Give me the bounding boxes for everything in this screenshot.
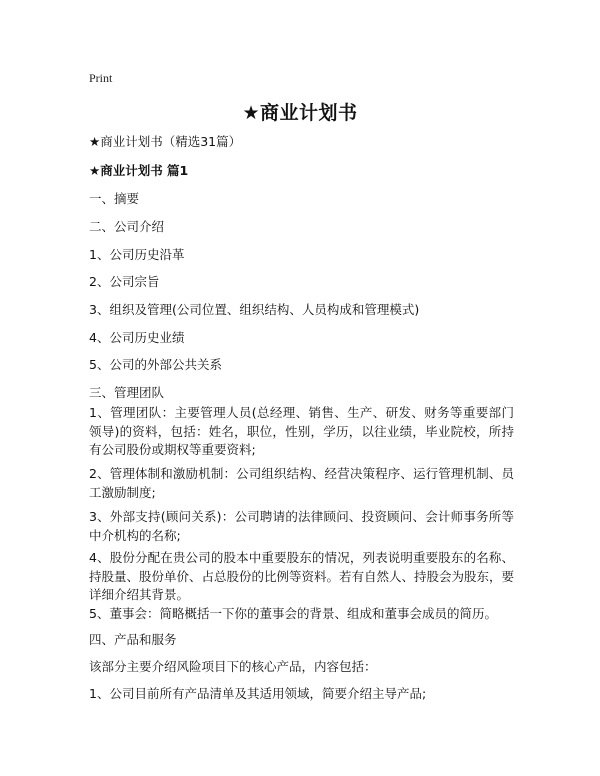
heading-summary: 一、摘要 xyxy=(89,191,140,206)
item-organization: 3、组织及管理(公司位置、组织结构、人员构成和管理模式) xyxy=(89,302,420,317)
products-intro: 该部分主要介绍风险项目下的核心产品，内容包括： xyxy=(89,659,377,674)
item-public-relations: 5、公司的外部公共关系 xyxy=(89,357,222,372)
paragraph-board: 5、董事会：简略概括一下你的董事会的背景、组成和董事会成员的简历。 xyxy=(89,606,497,621)
print-link[interactable]: Print xyxy=(89,71,113,85)
document-title: ★商业计划书 xyxy=(242,102,358,124)
paragraph-management-system: 2、管理体制和激励机制：公司组织结构、经营决策程序、运行管理机制、员工激励制度; xyxy=(89,466,514,500)
paragraph-external-support: 3、外部支持(顾问关系)：公司聘请的法律顾问、投资顾问、会计师事务所等中介机构的名称; xyxy=(89,509,514,543)
item-product-list: 1、公司目前所有产品清单及其适用领域，简要介绍主导产品; xyxy=(89,686,427,701)
paragraph-management-team: 1、管理团队：主要管理人员(总经理、销售、生产、研发、财务等重要部门领导)的资料，包括：姓名，职位，性别，学历，以往业绩，毕业院校，所持有公司股份或期权等重要资料; xyxy=(89,405,514,457)
heading-management-team: 三、管理团队 xyxy=(89,385,165,400)
heading-products-services: 四、产品和服务 xyxy=(89,632,177,647)
heading-company-intro: 二、公司介绍 xyxy=(89,219,165,234)
item-historical-performance: 4、公司历史业绩 xyxy=(89,330,185,345)
section-heading: ★商业计划书 篇1 xyxy=(89,163,189,178)
paragraph-share-distribution: 4、股份分配在贵公司的股本中重要股东的情况，列表说明重要股东的名称、持股量、股份单价、占总股份的比例等资料。若有自然人、持股会为股东，要详细介绍其背景。 xyxy=(89,550,515,602)
item-company-mission: 2、公司宗旨 xyxy=(89,274,160,289)
document-subtitle: ★商业计划书（精选31篇） xyxy=(89,134,242,149)
item-company-history: 1、公司历史沿革 xyxy=(89,247,185,262)
